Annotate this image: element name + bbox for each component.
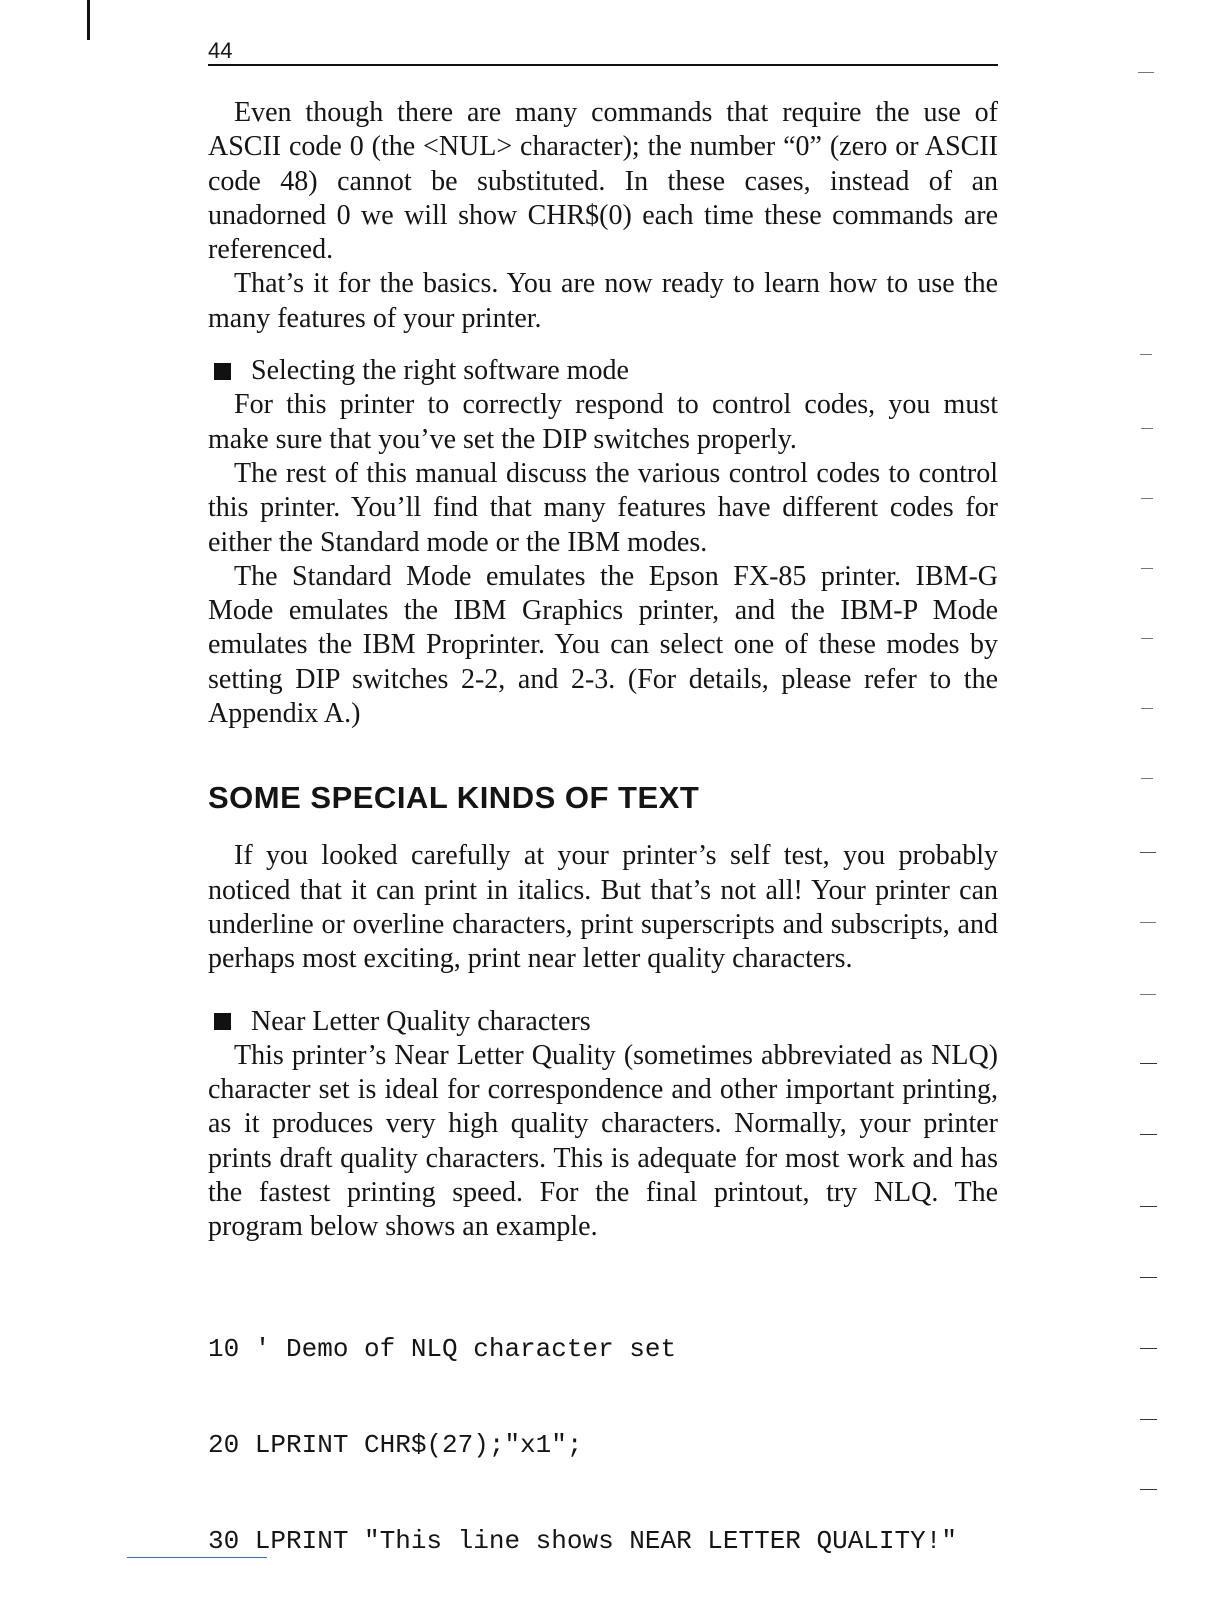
scan-margin-mark (1140, 1419, 1157, 1420)
subsection-title: Selecting the right software mode (251, 355, 629, 387)
scan-margin-mark (1140, 994, 1156, 995)
page-content (208, 96, 998, 1621)
code-listing (208, 1269, 998, 1621)
spacer (208, 977, 998, 1005)
header-rule (208, 64, 998, 66)
subsection-title: Near Letter Quality characters (251, 1005, 591, 1037)
paragraph-ascii-null: Even though there are many commands that require the use of ASCII code 0 (the <NUL> character); the number “0” (zero or ASCII code 48) cannot be substituted. In these cases, instead of an unadorned 0 we will show CHR$(0) each time these commands are referenced. (208, 97, 998, 266)
scan-margin-mark (1140, 1348, 1157, 1349)
scan-margin-mark (1140, 1489, 1157, 1490)
spacer (208, 731, 998, 779)
scan-margin-mark (1140, 852, 1156, 853)
code-line: 30 LPRINT "This line shows NEAR LETTER QUALITY!" (208, 1525, 957, 1556)
scan-margin-mark (1141, 708, 1153, 709)
section-heading: SOME SPECIAL KINDS OF TEXT (208, 780, 700, 816)
scan-margin-mark (1140, 354, 1152, 355)
page-number: 44 (208, 38, 233, 63)
scan-margin-mark (1140, 1134, 1157, 1135)
paragraph-special-text: If you looked carefully at your printer’s self test, you probably noticed that it can print in italics. But that’s not all! Your printer can underline or overline characters, print superscripts and subscripts, and perhaps most exciting, print near letter quality characters. (208, 840, 998, 975)
square-bullet-icon (214, 1013, 231, 1030)
bottom-scan-line (127, 1557, 267, 1558)
scan-margin-mark (1141, 568, 1153, 569)
scan-margin-mark (1140, 1206, 1157, 1207)
scan-edge-mark (87, 0, 90, 40)
scan-margin-mark (1141, 498, 1153, 499)
spacer (208, 336, 998, 354)
paragraph-basics: That’s it for the basics. You are now ready to learn how to use the many features of your printer. (208, 268, 998, 334)
spacer (208, 817, 998, 839)
code-line: 20 LPRINT CHR$(27);"x1"; (208, 1429, 583, 1460)
paragraph-nlq: This printer’s Near Letter Quality (sometimes abbreviated as NLQ) character set is ideal for correspondence and other important printing, as it produces very high quality characters. Normally, your printer prints draft quality characters. This is adequate for most work and has the fastest printing speed. For the final printout, try NLQ. The program below shows an example. (208, 1039, 998, 1243)
scan-margin-mark (1140, 922, 1156, 923)
square-bullet-icon (214, 363, 231, 380)
scan-margin-mark (1140, 1277, 1157, 1278)
paragraph-modes: The Standard Mode emulates the Epson FX-85 printer. IBM-G Mode emulates the IBM Graphics printer, and the IBM-P Mode emulates the IBM Proprinter. You can select one of these modes by setting DIP switches 2-2, and 2-3. (For details, please refer to the Appendix A.) (208, 560, 998, 730)
paragraph-dip-switches: For this printer to correctly respond to control codes, you must make sure that you’ve set the DIP switches properly. (208, 389, 998, 455)
scan-margin-mark (1140, 1063, 1157, 1064)
scan-margin-mark (1141, 778, 1153, 779)
scan-margin-mark (1141, 428, 1153, 429)
scan-margin-mark (1138, 72, 1154, 73)
scan-margin-mark (1141, 638, 1153, 639)
subsection-software-mode (208, 354, 998, 388)
subsection-nlq (208, 1005, 998, 1039)
code-line: 10 ' Demo of NLQ character set (208, 1333, 677, 1364)
paragraph-control-codes: The rest of this manual discuss the various control codes to control this printer. You’ll find that many features have different codes for either the Standard mode or the IBM modes. (208, 457, 998, 558)
